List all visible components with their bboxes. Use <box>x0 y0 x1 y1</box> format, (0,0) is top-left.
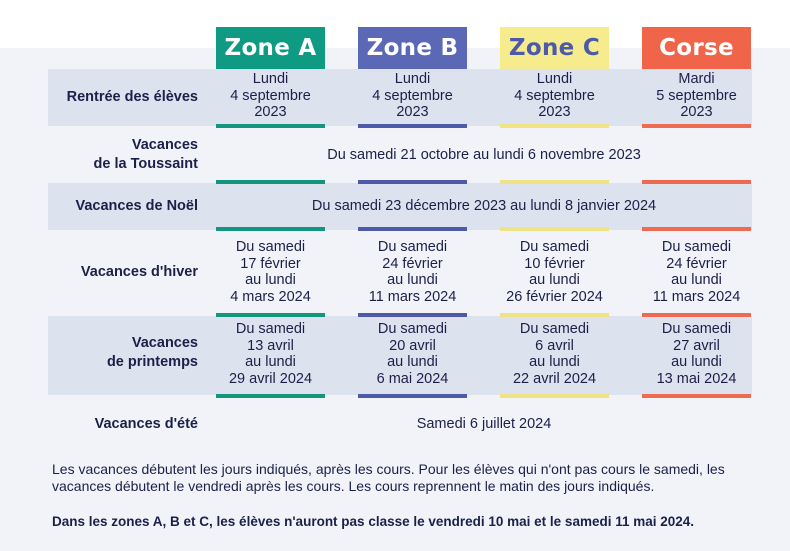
cell-rentree-zone-b: Lundi 4 septembre 2023 <box>372 71 453 121</box>
divider-bar <box>358 227 467 231</box>
cell-hiver-zone-b: Du samedi 24 février au lundi 11 mars 2024 <box>368 239 457 305</box>
divider-bar <box>358 313 467 317</box>
cell-hiver-corse: Du samedi 24 février au lundi 11 mars 2024 <box>652 239 741 305</box>
zone-a-header: Zone A <box>216 27 325 69</box>
divider-bar <box>642 227 751 231</box>
row-label-printemps: Vacances de printemps <box>106 335 198 370</box>
divider-bar <box>500 124 609 128</box>
row-label-noel: Vacances de Noël <box>75 197 198 214</box>
cell-rentree-zone-a: Lundi 4 septembre 2023 <box>230 71 311 121</box>
cell-hiver-zone-a: Du samedi 17 février au lundi 4 mars 2024 <box>230 239 311 305</box>
divider-bar <box>500 227 609 231</box>
corse-header: Corse <box>642 27 751 69</box>
row-label-toussaint: Vacances de la Toussaint <box>93 137 198 172</box>
cell-toussaint-all: Du samedi 21 octobre au lundi 6 novembre 2023 <box>327 147 641 163</box>
cell-printemps-corse: Du samedi 27 avril au lundi 13 mai 2024 <box>656 321 737 387</box>
zone-b-header: Zone B <box>358 27 467 69</box>
cell-printemps-zone-c: Du samedi 6 avril au lundi 22 avril 2024 <box>512 321 597 387</box>
cell-printemps-zone-a: Du samedi 13 avril au lundi 29 avril 2024 <box>228 321 313 387</box>
divider-bar <box>216 313 325 317</box>
divider-bar <box>500 313 609 317</box>
cell-printemps-zone-b: Du samedi 20 avril au lundi 6 mai 2024 <box>376 321 449 387</box>
cell-noel-all: Du samedi 23 décembre 2023 au lundi 8 janvier 2024 <box>311 198 657 214</box>
note-bold: Dans les zones A, B et C, les élèves n'auront pas classe le vendredi 10 mai et le samedi 11 mai 2024. <box>52 514 695 529</box>
divider-bar <box>642 313 751 317</box>
divider-bar <box>642 124 751 128</box>
row-label-rentree: Rentrée des élèves <box>66 89 198 105</box>
note-main: Les vacances débutent les jours indiqués, après les cours. Pour les élèves qui n'ont pas cours le samedi, les vacances débutent le vendredi après les cours. Les cours reprennent le matin des jours indiqués. <box>52 461 725 494</box>
row-label-ete: Vacances d'été <box>94 415 198 432</box>
divider-bar <box>216 124 325 128</box>
divider-bar <box>216 394 325 398</box>
cell-hiver-zone-c: Du samedi 10 février au lundi 26 février 2024 <box>506 239 603 305</box>
divider-bar <box>642 394 751 398</box>
cell-rentree-corse: Mardi 5 septembre 2023 <box>656 71 737 121</box>
divider-bar <box>216 227 325 231</box>
row-label-hiver: Vacances d'hiver <box>80 263 198 280</box>
divider-bar <box>358 124 467 128</box>
zone-c-header: Zone C <box>500 27 609 69</box>
cell-ete-all: Samedi 6 juillet 2024 <box>416 416 552 432</box>
divider-bar <box>358 394 467 398</box>
divider-bar <box>500 394 609 398</box>
cell-rentree-zone-c: Lundi 4 septembre 2023 <box>514 71 595 121</box>
